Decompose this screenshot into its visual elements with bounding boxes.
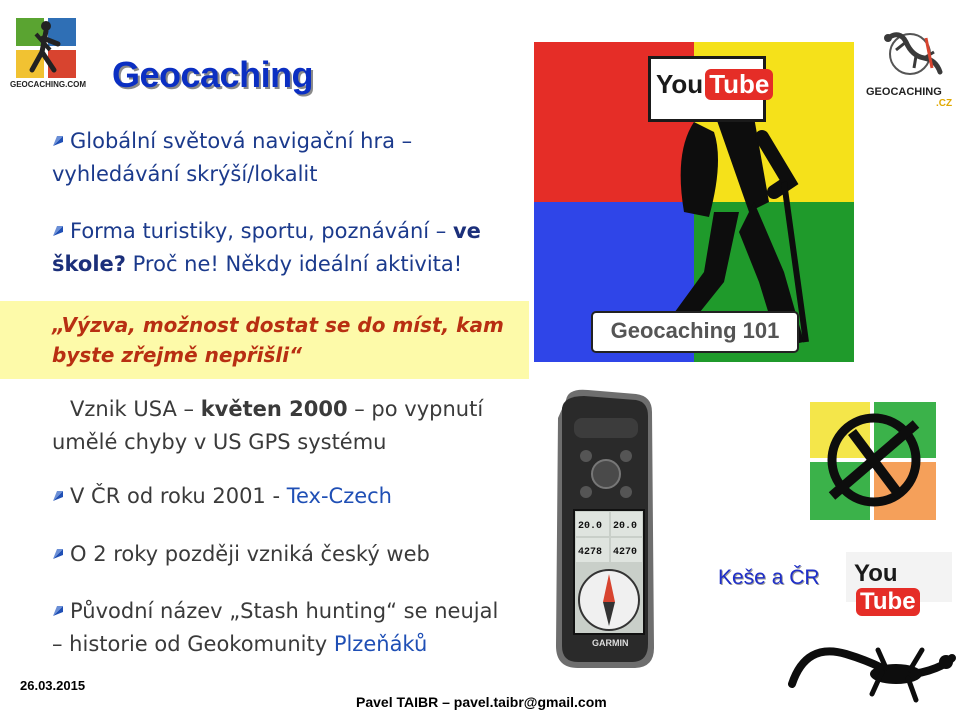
bullet-text: Původní název „Stash hunting“ se neujal [70, 599, 499, 623]
youtube-you: You [656, 69, 704, 99]
vznik-paragraph [52, 393, 522, 459]
quote-line-1: „Výzva, možnost dostat se do míst, kam [52, 313, 504, 337]
geocaching-quadrant-icon [808, 400, 938, 522]
quote-text [52, 310, 504, 370]
bullet-global-game [52, 125, 522, 191]
bullet-text-cont: Proč ne! Někdy ideální aktivita! [125, 252, 463, 276]
gps-readout-4: 4270 [613, 547, 638, 558]
arrow-bullet-icon [52, 605, 64, 617]
bullet-text: V ČR od roku 2001 - [70, 484, 287, 508]
bullet-cr [52, 480, 522, 513]
youtube-tube-small: Tube [856, 588, 920, 616]
bullet-bold-skole: škole? [52, 252, 126, 276]
bullet-text-cont: – historie od Geokomunity [52, 632, 334, 656]
garmin-gps-device [548, 388, 660, 672]
youtube-you-small: You [854, 560, 898, 587]
geocaching-101-video[interactable] [534, 42, 854, 362]
arrow-bullet-icon [52, 135, 64, 147]
gps-readout-3: 4278 [578, 547, 603, 558]
arrow-bullet-icon [52, 490, 64, 502]
gps-readout-1: 20.0 [578, 521, 603, 532]
plzenaku-link[interactable]: Plzeňáků [333, 632, 428, 656]
gps-readout-2: 20.0 [613, 521, 638, 532]
youtube-logo-small [854, 560, 952, 616]
bullet-text: Globální světová navigační hra – [70, 129, 413, 153]
youtube-link-badge[interactable] [846, 552, 952, 615]
kese-cr-link[interactable]: Keše a ČR [718, 566, 820, 589]
footer-date: 26.03.2015 [20, 678, 86, 693]
logo-caption: GEOCACHING.COM [10, 80, 86, 89]
vznik-c: – po vypnutí [347, 397, 484, 421]
lizard-logo-icon [866, 28, 956, 84]
vznik-date: květen 2000 [200, 397, 348, 421]
geocaching-com-logo [10, 14, 84, 94]
slide-title: Geocaching [112, 54, 314, 95]
arrow-bullet-icon [52, 225, 64, 237]
youtube-tube: Tube [705, 69, 773, 100]
bullet-text-cont: vyhledávání skrýší/lokalit [52, 162, 318, 186]
lizard-decoration [786, 628, 956, 708]
video-label: Geocaching 101 [610, 318, 780, 343]
bullet-text: O 2 roky později vzniká český web [70, 542, 430, 566]
gps-device-icon [548, 388, 660, 672]
geocaching-cz-suffix: .CZ [936, 98, 953, 109]
geocaching-cz-text: GEOCACHING [866, 86, 942, 98]
lizard-icon [786, 628, 956, 708]
gps-brand: GARMIN [592, 638, 629, 648]
bullet-web [52, 538, 522, 571]
quote-line-2: byste zřejmě nepřišli“ [52, 343, 302, 367]
bullet-forma [52, 215, 522, 281]
vznik-a: Vznik USA – [70, 397, 201, 421]
geocaching-cz-logo [866, 28, 956, 110]
vznik-line-2: umělé chyby v US GPS systému [52, 430, 387, 454]
tex-czech-link[interactable]: Tex-Czech [286, 484, 392, 508]
geocaching-symbol [808, 400, 938, 522]
bullet-text: Forma turistiky, sportu, poznávání – [70, 219, 453, 243]
youtube-logo [656, 69, 773, 100]
footer-author: Pavel TAIBR – pavel.taibr@gmail.com [356, 694, 607, 710]
arrow-bullet-icon [52, 548, 64, 560]
bullet-bold: ve [452, 219, 481, 243]
bullet-nazev [52, 595, 522, 661]
